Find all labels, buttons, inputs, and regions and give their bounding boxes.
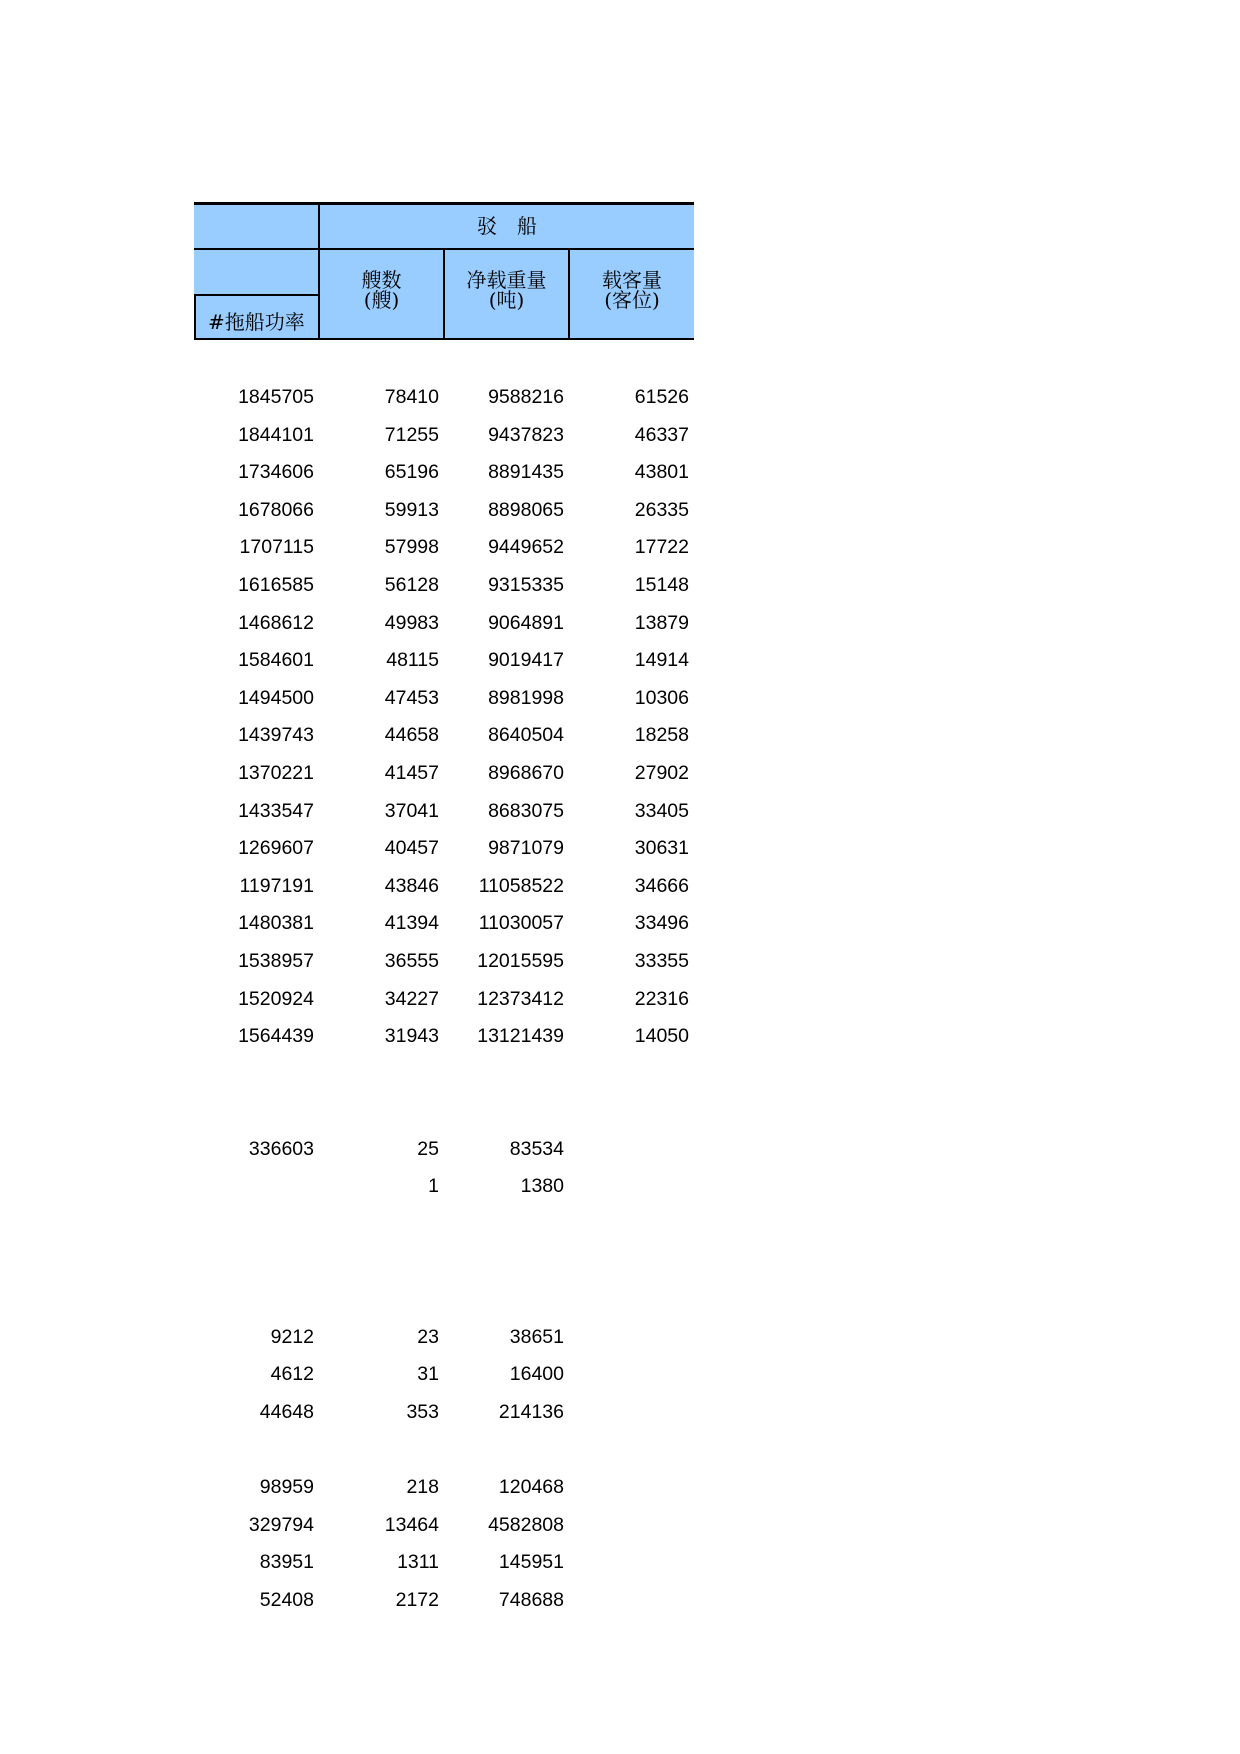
blank-row xyxy=(194,1094,694,1132)
table-cell: 1311 xyxy=(397,1551,439,1574)
header-col-tonnage-unit: (吨) xyxy=(488,288,525,312)
table-cell: 8981998 xyxy=(488,686,564,709)
table-cell: 31943 xyxy=(384,1025,439,1048)
blank-row xyxy=(194,1207,694,1245)
table-cell: 56128 xyxy=(384,573,439,596)
table-cell: 1370221 xyxy=(238,761,314,784)
table-cell: 9315335 xyxy=(488,573,564,596)
table-cell: 33496 xyxy=(634,912,689,935)
table-cell: 1678066 xyxy=(238,498,314,521)
table-cell: 145951 xyxy=(498,1551,564,1574)
table-cell: 1269607 xyxy=(238,837,314,860)
table-cell: 37041 xyxy=(384,799,439,822)
table-cell: 8683075 xyxy=(488,799,564,822)
table-cell: 8891435 xyxy=(488,461,564,484)
table-cell: 83534 xyxy=(509,1137,564,1160)
table-row xyxy=(194,1320,694,1358)
table-cell: 12373412 xyxy=(477,987,564,1010)
header-col-tonnage xyxy=(445,250,568,338)
table-cell: 31 xyxy=(417,1363,439,1386)
header-vline-3 xyxy=(568,250,570,340)
table-cell: 15148 xyxy=(634,573,689,596)
table-cell: 13879 xyxy=(634,611,689,634)
table-cell: 47453 xyxy=(384,686,439,709)
header-row-label: #拖船功率 xyxy=(208,310,305,334)
header-col-passengers-label: 载客量 xyxy=(602,268,662,292)
table-cell: 214136 xyxy=(498,1401,564,1424)
blank-row xyxy=(194,1433,694,1471)
table-row xyxy=(194,1508,694,1546)
header-group-label: 驳 船 xyxy=(477,214,537,238)
table-row xyxy=(194,982,694,1020)
table-cell: 71255 xyxy=(384,423,439,446)
table-row xyxy=(194,869,694,907)
table-cell: 329794 xyxy=(248,1513,314,1536)
table-cell: 83951 xyxy=(259,1551,314,1574)
table-cell: 11058522 xyxy=(478,874,564,897)
table-cell: 9212 xyxy=(270,1325,314,1348)
table-cell: 1845705 xyxy=(238,386,314,408)
table-cell: 52408 xyxy=(259,1589,314,1611)
table-row xyxy=(194,794,694,832)
header-corner-cell xyxy=(194,205,318,248)
table-row xyxy=(194,1545,694,1583)
header-col-ships-unit: (艘) xyxy=(363,288,400,312)
table-cell: 41394 xyxy=(384,912,439,935)
table-cell: 98959 xyxy=(259,1476,314,1499)
table-cell: 8640504 xyxy=(488,724,564,747)
table-cell: 59913 xyxy=(384,498,439,521)
table-cell: 11030057 xyxy=(478,912,564,935)
table-cell: 33405 xyxy=(634,799,689,822)
table-cell: 748688 xyxy=(498,1589,564,1611)
table-cell: 1494500 xyxy=(238,686,314,709)
header-col-tonnage-label: 净载重量 xyxy=(466,268,547,292)
table-cell: 1584601 xyxy=(238,649,314,672)
header-col-ships-label: 艘数 xyxy=(361,268,402,292)
table-body xyxy=(194,380,694,1621)
table-cell: 9064891 xyxy=(488,611,564,634)
table-cell: 1468612 xyxy=(238,611,314,634)
header-vline-2 xyxy=(443,250,445,340)
table-cell: 1433547 xyxy=(238,799,314,822)
table-cell: 9437823 xyxy=(488,423,564,446)
table-cell: 1197191 xyxy=(239,874,314,897)
table-cell: 43846 xyxy=(384,874,439,897)
table-cell: 18258 xyxy=(634,724,689,747)
table-cell: 120468 xyxy=(498,1476,564,1499)
table-cell: 1564439 xyxy=(238,1025,314,1048)
table-row xyxy=(194,418,694,456)
header-vline-1 xyxy=(318,205,320,340)
table-cell: 16400 xyxy=(509,1363,564,1386)
table-cell: 9019417 xyxy=(488,649,564,672)
table-cell: 33355 xyxy=(634,949,689,972)
table-row xyxy=(194,944,694,982)
table-row xyxy=(194,756,694,794)
table-row xyxy=(194,1169,694,1207)
table-cell: 4612 xyxy=(270,1363,314,1386)
table-row xyxy=(194,1019,694,1057)
table-cell: 46337 xyxy=(634,423,689,446)
blank-row xyxy=(194,1282,694,1320)
table-cell: 1844101 xyxy=(238,423,314,446)
blank-row xyxy=(194,1245,694,1283)
table-cell: 336603 xyxy=(248,1137,314,1160)
table-cell: 1 xyxy=(428,1175,439,1198)
table-cell: 44658 xyxy=(384,724,439,747)
table-cell: 218 xyxy=(406,1476,439,1499)
table-row xyxy=(194,1357,694,1395)
table-cell: 48115 xyxy=(386,649,439,672)
table-row xyxy=(194,568,694,606)
table-cell: 9871079 xyxy=(488,837,564,860)
table-cell: 49983 xyxy=(384,611,439,634)
table-cell: 2172 xyxy=(395,1589,439,1611)
table-cell: 44648 xyxy=(259,1401,314,1424)
header-top-rule xyxy=(194,202,694,205)
table-cell: 8968670 xyxy=(488,761,564,784)
table-cell: 1439743 xyxy=(238,724,314,747)
header-col-passengers-unit: (客位) xyxy=(604,288,660,312)
table-row xyxy=(194,1583,694,1621)
spreadsheet xyxy=(194,202,694,1611)
table-cell: 1538957 xyxy=(238,949,314,972)
table-row xyxy=(194,1470,694,1508)
table-cell: 4582808 xyxy=(488,1513,564,1536)
table-cell: 27902 xyxy=(634,761,689,784)
table-row xyxy=(194,831,694,869)
table-cell: 353 xyxy=(406,1401,439,1424)
table-row xyxy=(194,1132,694,1170)
table-cell: 34666 xyxy=(634,874,689,897)
table-cell: 8898065 xyxy=(488,498,564,521)
table-cell: 57998 xyxy=(384,536,439,559)
table-row xyxy=(194,606,694,644)
table-row xyxy=(194,906,694,944)
table-cell: 30631 xyxy=(634,837,689,860)
table-cell: 38651 xyxy=(509,1325,564,1348)
table-cell: 25 xyxy=(417,1137,439,1160)
table-cell: 1520924 xyxy=(238,987,314,1010)
table-cell: 9449652 xyxy=(488,536,564,559)
table-cell: 43801 xyxy=(634,461,689,484)
table-row xyxy=(194,643,694,681)
table-row xyxy=(194,718,694,756)
table-cell: 23 xyxy=(417,1325,439,1348)
header-rowlabel-box xyxy=(194,294,318,338)
table-cell: 1480381 xyxy=(238,912,314,935)
table-cell: 9588216 xyxy=(488,386,564,408)
table-row xyxy=(194,681,694,719)
blank-row xyxy=(194,1057,694,1095)
table-cell: 14914 xyxy=(634,649,689,672)
table-cell: 22316 xyxy=(634,987,689,1010)
header-col-ships xyxy=(320,250,443,338)
table-cell: 14050 xyxy=(634,1025,689,1048)
table-cell: 1707115 xyxy=(239,536,314,559)
table-cell: 65196 xyxy=(384,461,439,484)
table-row xyxy=(194,455,694,493)
table-row xyxy=(194,493,694,531)
table-cell: 34227 xyxy=(384,987,439,1010)
table-cell: 13464 xyxy=(384,1513,439,1536)
table-cell: 61526 xyxy=(634,386,689,408)
table-cell: 10306 xyxy=(634,686,689,709)
table-cell: 40457 xyxy=(384,837,439,860)
header-group-cell xyxy=(320,205,694,248)
table-cell: 41457 xyxy=(384,761,439,784)
table-cell: 1734606 xyxy=(238,461,314,484)
table-cell: 13121439 xyxy=(477,1025,564,1048)
table-cell: 36555 xyxy=(384,949,439,972)
table-cell: 1380 xyxy=(520,1175,564,1198)
table-cell: 12015595 xyxy=(477,949,564,972)
table-header xyxy=(194,202,694,340)
table-row xyxy=(194,1395,694,1433)
header-col-passengers xyxy=(570,250,694,338)
table-cell: 78410 xyxy=(384,386,439,408)
table-cell: 26335 xyxy=(634,498,689,521)
table-row xyxy=(194,530,694,568)
table-row xyxy=(194,380,694,418)
table-cell: 17722 xyxy=(634,536,689,559)
table-cell: 1616585 xyxy=(238,573,314,596)
